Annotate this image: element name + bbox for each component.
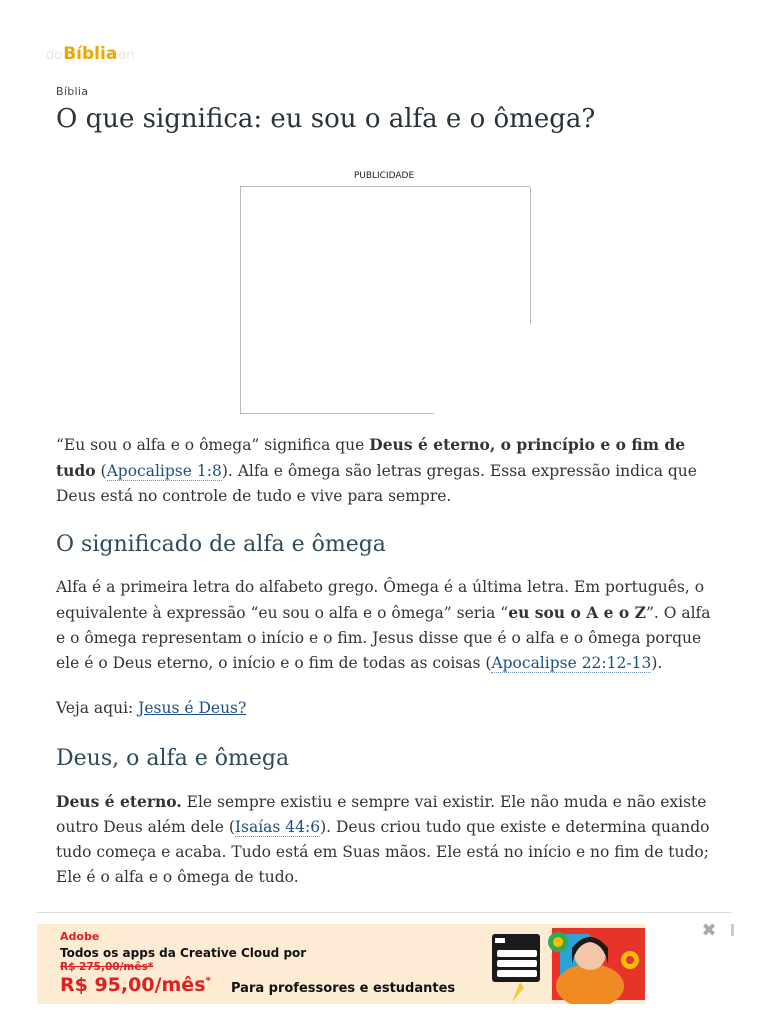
- link-isaias-44-6[interactable]: Isaías 44:6: [234, 818, 321, 836]
- logo-prefix: do: [46, 48, 63, 63]
- bold-text: eu sou o A e o Z: [508, 603, 646, 622]
- ad-price: [60, 974, 211, 996]
- breadcrumb[interactable]: Bíblia: [56, 85, 89, 98]
- text: ”. O alfa e o ômega representam o início e o fim. Jesus disse que é o alfa e o ômega porque ele é o Deus eterno, o início e o fim de todas as coisas (: [56, 604, 711, 672]
- ad-label: PUBLICIDADE: [353, 171, 415, 181]
- paragraph-deus-eterno: [56, 789, 718, 890]
- text: Ele sempre existiu e sempre vai existir. Ele não muda e não existe outro Deus além dele (: [56, 793, 707, 836]
- logo-main: Bíblia: [63, 44, 118, 64]
- paragraph-veja-aqui: [56, 696, 718, 721]
- page-title: O que significa: eu sou o alfa e o ômega?: [56, 104, 596, 134]
- link-apocalipse-1-8[interactable]: Apocalipse 1:8: [106, 462, 222, 480]
- ad-price-mark: *: [205, 975, 211, 987]
- logo-suffix: on: [118, 48, 135, 63]
- ad-old-price: R$ 275,00/mês*: [60, 961, 154, 973]
- section-heading-significado: O significado de alfa e ômega: [56, 532, 386, 557]
- link-apocalipse-22-12-13[interactable]: Apocalipse 22:12-13: [491, 654, 652, 672]
- close-x-icon: ✖: [701, 920, 717, 941]
- link-jesus-e-deus[interactable]: Jesus é Deus?: [138, 699, 247, 717]
- text: Alfa é a primeira letra do alfabeto grego. Ômega é a última letra. Em português, o equivalente à expressão “eu sou o alfa e o ômega” seria “: [56, 578, 705, 622]
- text: Veja aqui:: [56, 699, 139, 717]
- paragraph-significado: [56, 575, 718, 676]
- text: ). Alfa e ômega são letras gregas. Essa expressão indica que Deus está no controle de tudo e vive para sempre.: [56, 462, 697, 505]
- text: ). Deus criou tudo que existe e determina quando tudo começa e acaba. Tudo está em Suas mãos. Ele está no início e no fim de tudo; Ele é o alfa e o ômega de tudo.: [56, 818, 710, 886]
- ad-headline: Todos os apps da Creative Cloud por: [60, 946, 307, 960]
- paragraph-intro: [56, 432, 718, 509]
- divider: [36, 912, 732, 913]
- ad-brand: Adobe: [60, 930, 100, 943]
- bottom-banner-ad[interactable]: [37, 924, 645, 1004]
- site-logo[interactable]: [46, 44, 135, 70]
- close-ad-button[interactable]: [700, 922, 718, 940]
- text: “Eu sou o alfa e o ômega” significa que: [56, 436, 370, 454]
- ad-edge: [731, 924, 734, 936]
- text: (: [95, 462, 107, 480]
- ad-price-value: R$ 95,00/mês: [60, 974, 206, 996]
- bold-text: Deus é eterno.: [56, 792, 182, 811]
- ad-subtext: Para professores e estudantes: [231, 981, 456, 996]
- bold-text: Deus é eterno, o princípio e o fim de tudo: [56, 435, 686, 480]
- text: ).: [651, 654, 663, 672]
- article-content: [56, 432, 718, 910]
- ad-placeholder[interactable]: [240, 186, 530, 414]
- ad-illustration: [492, 924, 645, 1004]
- section-heading-deus: Deus, o alfa e ômega: [56, 746, 290, 771]
